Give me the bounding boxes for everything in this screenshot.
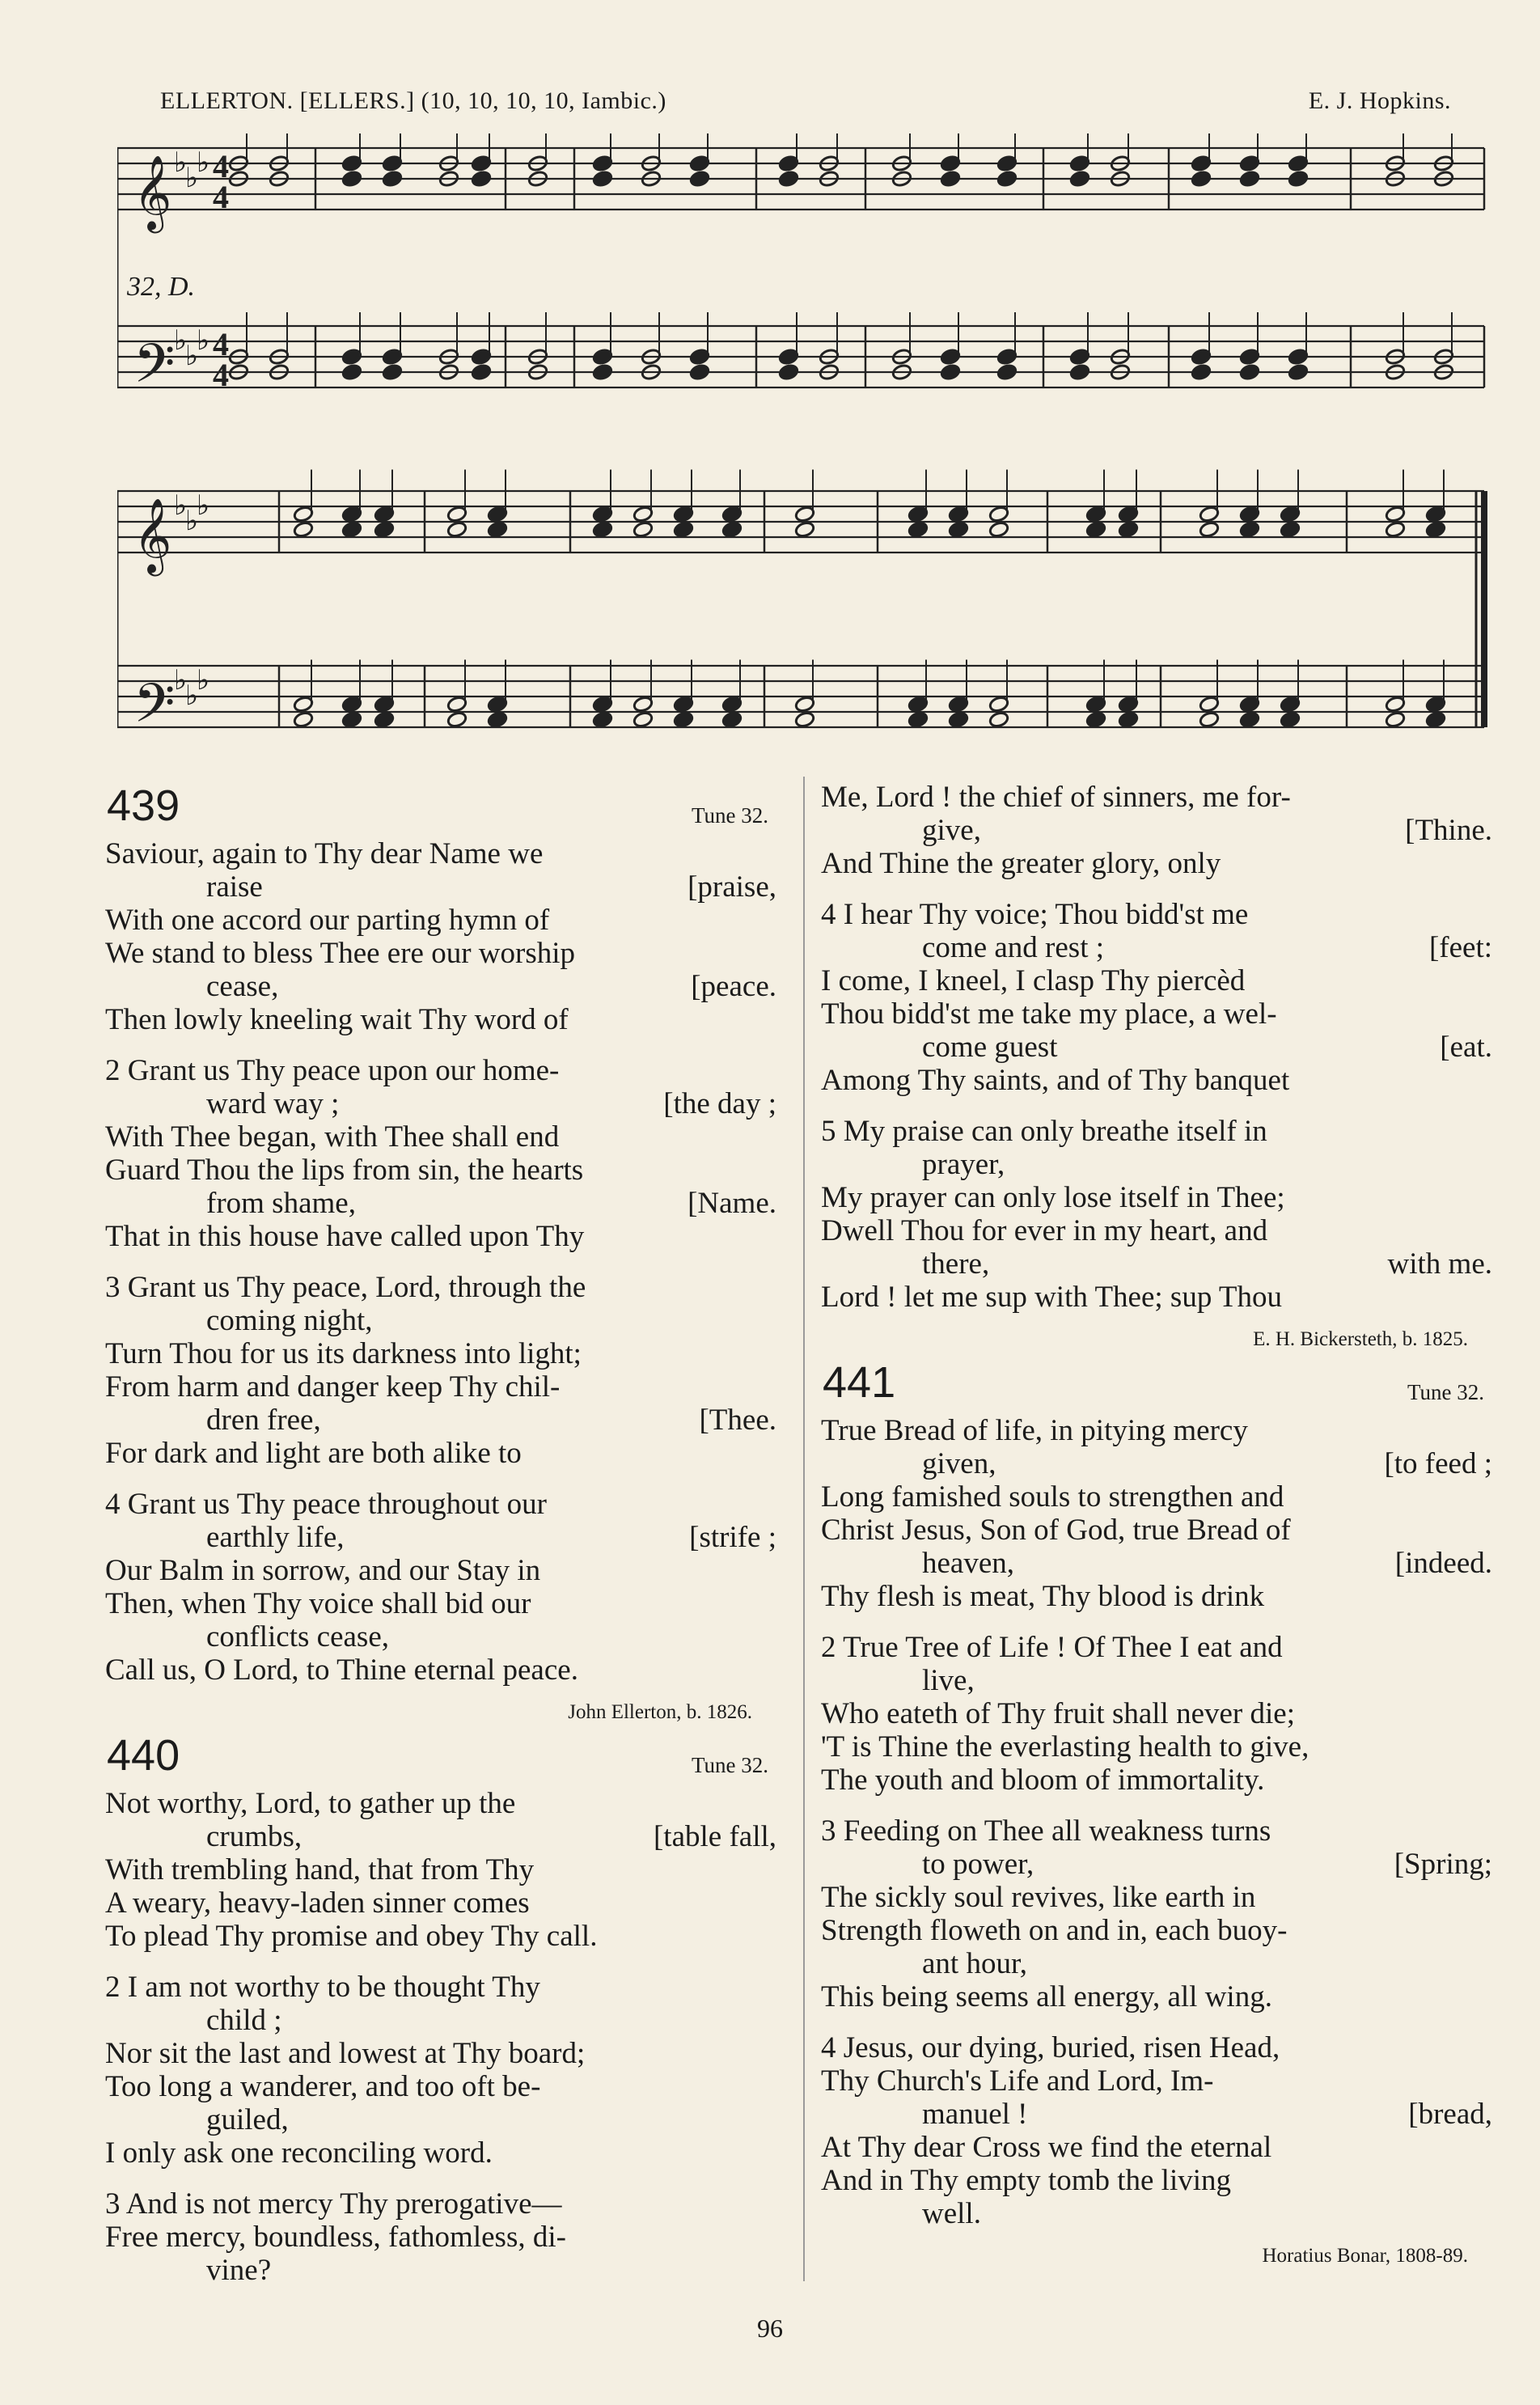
verse-line: 4 Grant us Thy peace throughout our [105, 1488, 547, 1521]
note-head [592, 521, 613, 539]
verse-line: Not worthy, Lord, to gather up the [105, 1787, 516, 1820]
tune-ref-label: 32, D. [127, 272, 196, 302]
note-head [948, 521, 969, 539]
verse-line: 3 And is not mercy Thy prerogative— [105, 2187, 562, 2221]
flat-icon: ♭ [185, 340, 199, 372]
verse-line-carryover: [Name. [688, 1187, 776, 1220]
tune-title: ELLERTON. [ELLERS.] (10, 10, 10, 10, Iambic.) [160, 87, 666, 114]
verse-line-carryover: [Thine. [1405, 814, 1492, 847]
stanza [105, 2187, 785, 2287]
verse-line-continuation [105, 1087, 785, 1120]
verse-line: For dark and light are both alike to [105, 1437, 522, 1470]
verse-line-continuation [105, 1521, 785, 1554]
right-column [821, 781, 1500, 2274]
stanza [105, 1787, 785, 1953]
verse-line: Guard Thou the lips from sin, the hearts [105, 1154, 584, 1187]
verse-line-text: prayer, [922, 1148, 1005, 1181]
verse-line: With trembling hand, that from Thy [105, 1853, 535, 1886]
verse-line-continuation [821, 931, 1500, 964]
note-head [341, 521, 362, 539]
verse-line-continuation [821, 2197, 1500, 2230]
note-head [341, 363, 362, 381]
verse-line-text: ant hour, [922, 1947, 1028, 1980]
note-head [471, 170, 492, 188]
verse-line-text: conflicts cease, [206, 1620, 389, 1653]
verse-line-continuation [105, 2004, 785, 2037]
verse-line: This being seems all energy, all wing. [821, 1980, 1272, 2013]
hymn-number: 441 [823, 1358, 896, 1407]
verse-line: Who eateth of Thy fruit shall never die; [821, 1697, 1295, 1730]
note-head [341, 711, 362, 729]
author-credit: John Ellerton, b. 1826. [568, 1701, 752, 1723]
verse-line: Then, when Thy voice shall bid our [105, 1587, 531, 1620]
verse-line-text: well. [922, 2197, 981, 2230]
verse-line: Lord ! let me sup with Thee; sup Thou [821, 1281, 1282, 1314]
hymn-number: 439 [107, 781, 180, 830]
verse-line-carryover: [to feed ; [1384, 1447, 1492, 1480]
stanza [105, 1488, 785, 1687]
verse-line: 5 My praise can only breathe itself in [821, 1115, 1267, 1148]
note-head [1118, 521, 1139, 539]
note-head [1280, 711, 1301, 729]
verse-line: Thou bidd'st me take my place, a wel- [821, 997, 1277, 1031]
verse-line-continuation [821, 1664, 1500, 1697]
note-head [988, 521, 1009, 539]
verse-line-text: vine? [206, 2254, 272, 2287]
verse-line: Too long a wanderer, and too oft be- [105, 2070, 541, 2103]
verse-line-text: dren free, [206, 1404, 321, 1437]
verse-line-continuation [821, 1247, 1500, 1281]
verse-line-carryover: with me. [1387, 1247, 1492, 1281]
verse-line-carryover: [eat. [1440, 1031, 1492, 1064]
note-head [1385, 711, 1406, 729]
flat-icon: ♭ [185, 162, 199, 194]
note-head [632, 711, 654, 729]
note-head [592, 363, 613, 381]
verse-line: With one accord our parting hymn of [105, 904, 550, 937]
note-head [1239, 521, 1260, 539]
verse-line-text: earthly life, [206, 1521, 345, 1554]
note-head [940, 363, 961, 381]
note-head [996, 363, 1018, 381]
note-head [1425, 521, 1446, 539]
verse-line: That in this house have called upon Thy [105, 1220, 585, 1253]
verse-line: I come, I kneel, I clasp Thy piercèd [821, 964, 1246, 997]
verse-line-text: come and rest ; [922, 931, 1104, 964]
verse-line-text: manuel ! [922, 2098, 1028, 2131]
note-head [1385, 521, 1406, 539]
note-head [632, 521, 654, 539]
note-head [471, 363, 492, 381]
verse-line-carryover: [strife ; [689, 1521, 776, 1554]
verse-line-continuation [105, 1820, 785, 1853]
verse-line-continuation [821, 1547, 1500, 1580]
verse-line-text: ward way ; [206, 1087, 340, 1120]
verse-line-text: come guest [922, 1031, 1058, 1064]
verse-line: Strength floweth on and in, each buoy- [821, 1914, 1288, 1947]
verse-line: 4 Jesus, our dying, buried, risen Head, [821, 2031, 1280, 2064]
verse-line-continuation [105, 970, 785, 1003]
verse-line-continuation [821, 1148, 1500, 1181]
verse-line-carryover: [table fall, [653, 1820, 776, 1853]
verse-line-continuation [105, 1187, 785, 1220]
verse-line-continuation [821, 814, 1500, 847]
verse-line: Nor sit the last and lowest at Thy board; [105, 2037, 586, 2070]
time-signature-bottom: 4 [213, 179, 229, 215]
note-head [721, 711, 742, 729]
verse-line-continuation [821, 1848, 1500, 1881]
verse-line: And Thine the greater glory, only [821, 847, 1221, 880]
verse-line: We stand to bless Thee ere our worship [105, 937, 575, 970]
flat-icon: ♭ [185, 505, 199, 537]
verse-line: Saviour, again to Thy dear Name we [105, 837, 544, 870]
note-head [778, 363, 799, 381]
verse-line: And in Thy empty tomb the living [821, 2164, 1232, 2197]
verse-line-continuation [821, 1947, 1500, 1980]
note-head [1199, 521, 1220, 539]
music-notation [117, 133, 1492, 773]
note-head [293, 521, 314, 539]
verse-line-carryover: [bread, [1408, 2098, 1492, 2131]
stanza [105, 1271, 785, 1470]
verse-line-continuation [105, 1304, 785, 1337]
verse-line: Free mercy, boundless, fathomless, di- [105, 2221, 566, 2254]
note-head [778, 170, 799, 188]
verse-line: 2 I am not worthy to be thought Thy [105, 1971, 540, 2004]
note-head [374, 521, 395, 539]
hymn-header [105, 781, 785, 837]
verse-line-carryover: [feet: [1428, 931, 1492, 964]
stanza [821, 781, 1500, 880]
verse-line-continuation [105, 2103, 785, 2136]
verse-line: 'T is Thine the everlasting health to give, [821, 1730, 1309, 1764]
note-head [996, 170, 1018, 188]
note-head [673, 711, 694, 729]
verse-line-text: raise [206, 870, 263, 904]
note-head [592, 711, 613, 729]
verse-line: Turn Thou for us its darkness into light; [105, 1337, 582, 1370]
note-head [673, 521, 694, 539]
verse-line: The sickly soul revives, like earth in [821, 1881, 1256, 1914]
stanza [105, 837, 785, 1036]
verse-line-carryover: [praise, [688, 870, 776, 904]
hymn-header [821, 1357, 1500, 1414]
verse-line-carryover: [indeed. [1394, 1547, 1492, 1580]
verse-line-continuation [105, 870, 785, 904]
stanza [821, 1814, 1500, 2013]
tune-reference: Tune 32. [1407, 1380, 1484, 1404]
author-credit: E. H. Bickersteth, b. 1825. [1253, 1328, 1468, 1350]
note-head [794, 521, 815, 539]
note-head [341, 170, 362, 188]
note-head [592, 170, 613, 188]
verse-line: To plead Thy promise and obey Thy call. [105, 1920, 598, 1953]
tune-header [160, 87, 1451, 120]
author-credit: Horatius Bonar, 1808-89. [1262, 2245, 1468, 2267]
note-head [374, 711, 395, 729]
treble-clef-icon: 𝄞 [133, 498, 172, 573]
verse-line: Christ Jesus, Son of God, true Bread of [821, 1514, 1291, 1547]
column-divider [803, 777, 805, 2281]
verse-line-continuation [105, 2254, 785, 2287]
time-signature-bottom: 4 [213, 357, 229, 393]
hymn-number: 440 [107, 1731, 180, 1780]
time-signature-top: 4 [213, 148, 229, 184]
flat-icon: ♭ [197, 489, 210, 522]
tune-reference: Tune 32. [691, 803, 768, 828]
verse-line: Among Thy saints, and of Thy banquet [821, 1064, 1290, 1097]
left-column [105, 781, 785, 2305]
note-head [446, 711, 468, 729]
flat-icon: ♭ [197, 146, 210, 179]
stanza [821, 898, 1500, 1097]
note-head [1085, 711, 1106, 729]
verse-line-continuation [105, 1620, 785, 1653]
music-score [117, 133, 1492, 773]
note-head [940, 170, 961, 188]
note-head [908, 711, 929, 729]
note-head [689, 363, 710, 381]
verse-line-continuation [821, 1031, 1500, 1064]
bass-clef-icon: 𝄢 [133, 332, 176, 408]
verse-line-text: child ; [206, 2004, 282, 2037]
verse-line: 2 True Tree of Life ! Of Thee I eat and [821, 1631, 1283, 1664]
stanza [105, 1971, 785, 2170]
note-head [1085, 521, 1106, 539]
stanza [105, 1054, 785, 1253]
flat-icon: ♭ [174, 146, 188, 179]
note-head [1069, 363, 1090, 381]
bass-clef-icon: 𝄢 [133, 672, 176, 747]
verse-line-text: coming night, [206, 1304, 373, 1337]
note-head [1199, 711, 1220, 729]
verse-line-text: guiled, [206, 2103, 289, 2136]
verse-line: With Thee began, with Thee shall end [105, 1120, 560, 1154]
verse-line-carryover: [Spring; [1394, 1848, 1492, 1881]
hymn-header [105, 1730, 785, 1787]
flat-icon: ♭ [174, 664, 188, 697]
note-head [908, 521, 929, 539]
verse-line-carryover: [peace. [691, 970, 776, 1003]
verse-line: I only ask one reconciling word. [105, 2136, 493, 2170]
note-head [446, 521, 468, 539]
verse-line-text: give, [922, 814, 981, 847]
note-head [1191, 363, 1212, 381]
note-head [988, 711, 1009, 729]
flat-icon: ♭ [174, 489, 188, 522]
flat-icon: ♭ [197, 664, 210, 697]
verse-line: Then lowly kneeling wait Thy word of [105, 1003, 569, 1036]
verse-line: Me, Lord ! the chief of sinners, me for- [821, 781, 1291, 814]
stanza [821, 1414, 1500, 1613]
verse-line-continuation [821, 1447, 1500, 1480]
verse-line-text: crumbs, [206, 1820, 302, 1853]
flat-icon: ♭ [185, 680, 199, 712]
verse-line: 4 I hear Thy voice; Thou bidd'st me [821, 898, 1249, 931]
verse-line: True Bread of life, in pitying mercy [821, 1414, 1248, 1447]
verse-line-carryover: [the day ; [663, 1087, 776, 1120]
verse-line: The youth and bloom of immortality. [821, 1764, 1265, 1797]
verse-line: My prayer can only lose itself in Thee; [821, 1181, 1285, 1214]
stanza [821, 2031, 1500, 2230]
verse-line: Dwell Thou for ever in my heart, and [821, 1214, 1268, 1247]
verse-line-text: cease, [206, 970, 279, 1003]
page-number: 96 [757, 2314, 783, 2343]
note-head [293, 711, 314, 729]
verse-line: 2 Grant us Thy peace upon our home- [105, 1054, 560, 1087]
verse-line: Long famished souls to strengthen and [821, 1480, 1284, 1514]
note-head [1191, 170, 1212, 188]
note-head [1288, 170, 1309, 188]
treble-clef-icon: 𝄞 [133, 155, 172, 230]
note-head [948, 711, 969, 729]
composer: E. J. Hopkins. [1308, 87, 1451, 114]
note-head [689, 170, 710, 188]
verse-line-continuation [105, 1404, 785, 1437]
verse-line: At Thy dear Cross we find the eternal [821, 2131, 1272, 2164]
verse-line: A weary, heavy-laden sinner comes [105, 1886, 530, 1920]
note-head [382, 170, 403, 188]
note-head [487, 711, 508, 729]
verse-line: Thy flesh is meat, Thy blood is drink [821, 1580, 1265, 1613]
verse-line: 3 Grant us Thy peace, Lord, through the [105, 1271, 586, 1304]
note-head [1069, 170, 1090, 188]
verse-line: Thy Church's Life and Lord, Im- [821, 2064, 1214, 2098]
verse-line: Our Balm in sorrow, and our Stay in [105, 1554, 541, 1587]
verse-line: 3 Feeding on Thee all weakness turns [821, 1814, 1271, 1848]
note-head [1280, 521, 1301, 539]
verse-line-text: given, [922, 1447, 996, 1480]
note-head [1118, 711, 1139, 729]
note-head [721, 521, 742, 539]
verse-line-continuation [821, 2098, 1500, 2131]
note-head [1288, 363, 1309, 381]
verse-line-text: heaven, [922, 1547, 1015, 1580]
note-head [382, 363, 403, 381]
time-signature-top: 4 [213, 326, 229, 362]
verse-line-carryover: [Thee. [699, 1404, 776, 1437]
note-head [1425, 711, 1446, 729]
note-head [794, 711, 815, 729]
stanza [821, 1115, 1500, 1314]
verse-line: Call us, O Lord, to Thine eternal peace. [105, 1653, 578, 1687]
verse-line-text: from shame, [206, 1187, 356, 1220]
note-head [1239, 363, 1260, 381]
flat-icon: ♭ [174, 324, 188, 357]
note-head [1239, 711, 1260, 729]
stanza [821, 1631, 1500, 1797]
tune-reference: Tune 32. [691, 1753, 768, 1777]
note-head [487, 521, 508, 539]
verse-line: From harm and danger keep Thy chil- [105, 1370, 561, 1404]
verse-line-text: to power, [922, 1848, 1034, 1881]
note-head [1239, 170, 1260, 188]
verse-line-text: there, [922, 1247, 990, 1281]
flat-icon: ♭ [197, 324, 210, 357]
verse-line-text: live, [922, 1664, 975, 1697]
